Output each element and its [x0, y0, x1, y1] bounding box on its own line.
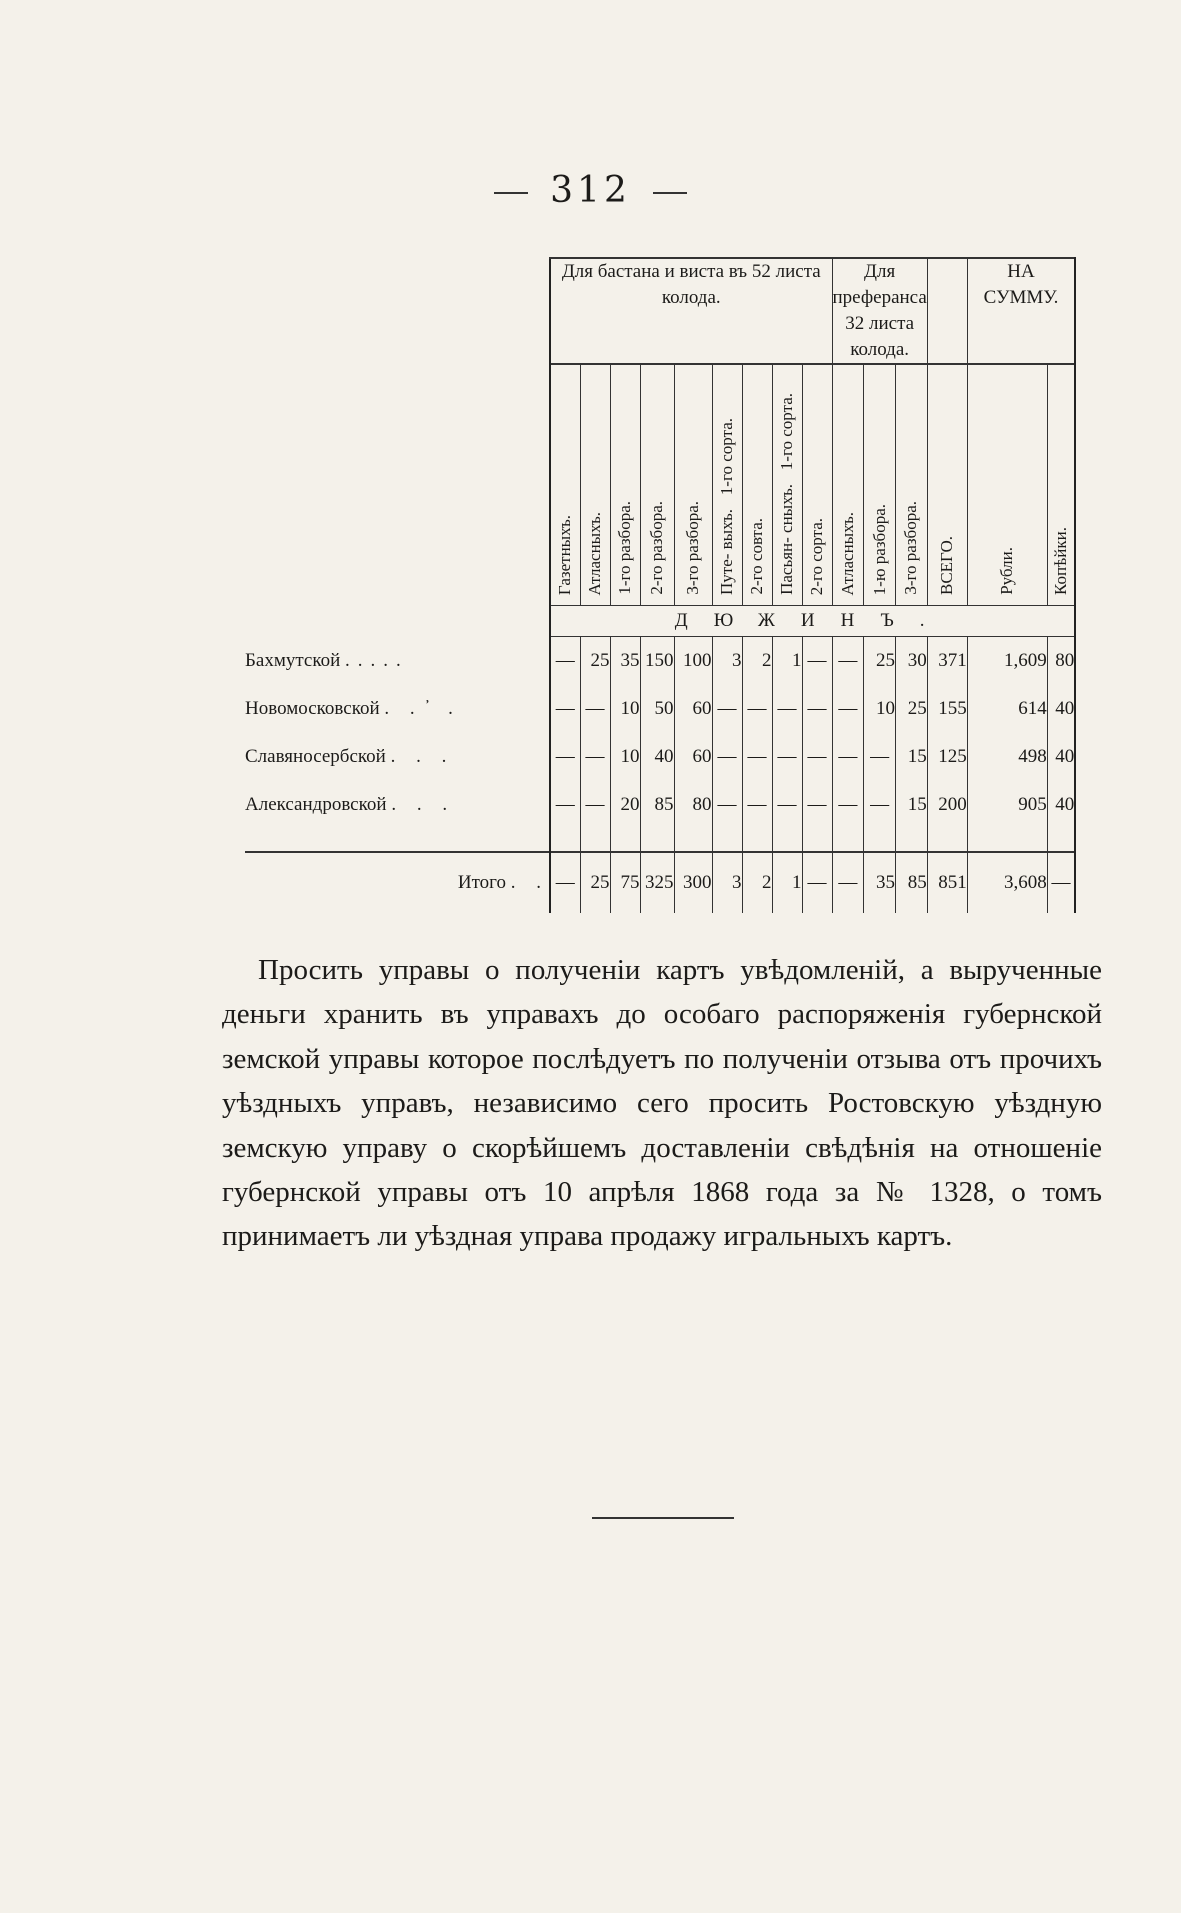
table-cell: — [802, 637, 832, 686]
table-cell: — [802, 733, 832, 781]
table-cell: 40 [1047, 733, 1075, 781]
leader-dots: . . . [390, 746, 455, 767]
page-number [0, 170, 1181, 211]
col-pref-razbora1: 1-ю разбора. [864, 364, 896, 606]
col-puteshestvennykh-label: Путе- выхъ. [717, 508, 736, 595]
table-cell: 125 [927, 733, 967, 781]
table-cell: 3,608 [967, 852, 1047, 913]
col-puteshestvennykh-sort2: 2-го совта. [742, 364, 772, 606]
table-cell: — [550, 733, 580, 781]
table-cell: — [742, 781, 772, 829]
table-cell: — [772, 685, 802, 733]
col-atlasnykh: Атласныхъ. [580, 364, 610, 606]
col-puteshestvennykh-sort1: 1-го сорта.Путе- выхъ. [712, 364, 742, 606]
unit-row [245, 606, 1075, 637]
table-cell: 10 [610, 733, 640, 781]
table-cell: — [832, 733, 864, 781]
table-cell: — [772, 781, 802, 829]
table-cell: — [550, 852, 580, 913]
table-cell: 50 [640, 685, 674, 733]
table-row-label [245, 733, 550, 781]
table-cell: 10 [610, 685, 640, 733]
col-pref-razbora3: 3-го разбора. [896, 364, 928, 606]
table-cell: 75 [610, 852, 640, 913]
table-cell: 35 [610, 637, 640, 686]
playing-cards-table [245, 257, 1076, 913]
table-cell: 371 [927, 637, 967, 686]
page-number-value: 312 [550, 170, 631, 211]
district-name: Бахмутской [245, 649, 341, 671]
table-cell: 1 [772, 637, 802, 686]
table-row-label [245, 685, 550, 733]
table-cell: 3 [712, 852, 742, 913]
table-cell: — [580, 733, 610, 781]
table-cell: — [550, 781, 580, 829]
table-cell: 614 [967, 685, 1047, 733]
table-cell: 100 [674, 637, 712, 686]
resolution-text [222, 948, 1102, 1259]
table-cell: 60 [674, 733, 712, 781]
table-cell: 200 [927, 781, 967, 829]
table-cell: 155 [927, 685, 967, 733]
table-cell: 85 [640, 781, 674, 829]
table-cell: 25 [896, 685, 928, 733]
table-cell: 30 [896, 637, 928, 686]
table-cell: 2 [742, 852, 772, 913]
leader-dots: . . . [391, 794, 456, 815]
table-cell: — [772, 733, 802, 781]
table-cell: — [864, 781, 896, 829]
table-cell: 10 [864, 685, 896, 733]
unit-dozen: ДЮЖИНЪ. [550, 606, 1075, 637]
table-cell: — [832, 781, 864, 829]
table-cell: 300 [674, 852, 712, 913]
table-cell: — [580, 781, 610, 829]
table-cell: — [742, 733, 772, 781]
col-razbora2: 2-го разбора. [640, 364, 674, 606]
total-row-label [245, 852, 550, 913]
table-cell: 3 [712, 637, 742, 686]
page-number-dash-right [653, 192, 687, 194]
group-header-row [245, 258, 1075, 364]
table-cell: 1 [772, 852, 802, 913]
col-razbora3: 3-го разбора. [674, 364, 712, 606]
closing-rule [592, 1517, 734, 1519]
table-cell: 85 [896, 852, 928, 913]
col-pasyans-sort2: 2-го сорта. [802, 364, 832, 606]
table-cell: — [580, 685, 610, 733]
col-pref-atlasnykh: Атласныхъ. [832, 364, 864, 606]
table-cell: — [832, 685, 864, 733]
col-rubli: Рубли. [967, 364, 1047, 606]
district-name: Славяносербской [245, 746, 386, 767]
table-cell: 905 [967, 781, 1047, 829]
table-cell: 25 [864, 637, 896, 686]
col-gazetnykh: Газетныхъ. [550, 364, 580, 606]
table-cell: — [832, 852, 864, 913]
table-cell: — [802, 852, 832, 913]
table-cell: 80 [1047, 637, 1075, 686]
table-body [245, 637, 1075, 830]
table-cell: 35 [864, 852, 896, 913]
table-cell: 15 [896, 781, 928, 829]
table-cell: 851 [927, 852, 967, 913]
table-cell: 40 [1047, 781, 1075, 829]
col-razbora1: 1-го разбора. [610, 364, 640, 606]
table-cell: 150 [640, 637, 674, 686]
table-cell: 40 [640, 733, 674, 781]
table-cell: — [802, 781, 832, 829]
table-cell: — [864, 733, 896, 781]
group-preference: Для преферанса 32 листа колода. [832, 258, 927, 364]
total-row [245, 852, 1075, 913]
table-cell: 40 [1047, 685, 1075, 733]
table-row-label [245, 781, 550, 829]
col-pasyans-sort1: 1-го сорта.Пасьян- сныхъ. [772, 364, 802, 606]
district-name: Новомосковской [245, 698, 380, 719]
table-row-label [245, 637, 550, 686]
group-total-sum: НА СУММУ. [967, 258, 1075, 364]
table-cell: 1,609 [967, 637, 1047, 686]
leader-dots: . . [510, 872, 549, 893]
page-number-dash-left [494, 192, 528, 194]
table-row [245, 781, 1075, 829]
table-cell: — [712, 685, 742, 733]
table-cell: — [712, 733, 742, 781]
table-cell: — [550, 685, 580, 733]
group-vsego-spacer [927, 258, 967, 364]
paragraph: Просить управы о полученіи картъ увѣдомленій, а вырученные деньги хранить въ управахъ до особаго распоряженія губернской земской управы которое послѣдуетъ по полученіи отзыва отъ прочихъ уѣздныхъ управъ, независимо сего просить Ростовскую уѣздную земскую управу о скорѣйшемъ доставленіи свѣдѣнія на отношеніе губернской управы отъ 10 апрѣля 1868 года за № 1328, о томъ принимаетъ ли уѣздная управа продажу игральныхъ картъ. [222, 954, 1102, 1253]
table-row [245, 685, 1075, 733]
group-bastan: Для бастана и виста въ 52 листа колода. [550, 258, 832, 364]
table-cell: 498 [967, 733, 1047, 781]
district-name: Итого [457, 872, 506, 893]
table-cell: 25 [580, 852, 610, 913]
table-cell: — [742, 685, 772, 733]
table-row [245, 733, 1075, 781]
table-cell: — [802, 685, 832, 733]
col-pasyans-label: Пасьян- сныхъ. [777, 484, 796, 595]
spacer-row [245, 829, 1075, 852]
table-cell: 20 [610, 781, 640, 829]
table-row [245, 637, 1075, 686]
table-cell: — [712, 781, 742, 829]
table-cell: — [1047, 852, 1075, 913]
district-name: Александровской [245, 794, 387, 815]
leader-dots: . . ̓ . [384, 698, 461, 719]
leader-dots: ..... [345, 649, 409, 671]
table-cell: 325 [640, 852, 674, 913]
table-cell: 2 [742, 637, 772, 686]
table-cell: 60 [674, 685, 712, 733]
row-label-header [245, 258, 550, 606]
table-cell: — [832, 637, 864, 686]
col-kopeyki: Копѣйки. [1047, 364, 1075, 606]
col-vsego: ВСЕГО. [927, 364, 967, 606]
table-cell: — [550, 637, 580, 686]
table-cell: 15 [896, 733, 928, 781]
table-cell: 25 [580, 637, 610, 686]
table-cell: 80 [674, 781, 712, 829]
